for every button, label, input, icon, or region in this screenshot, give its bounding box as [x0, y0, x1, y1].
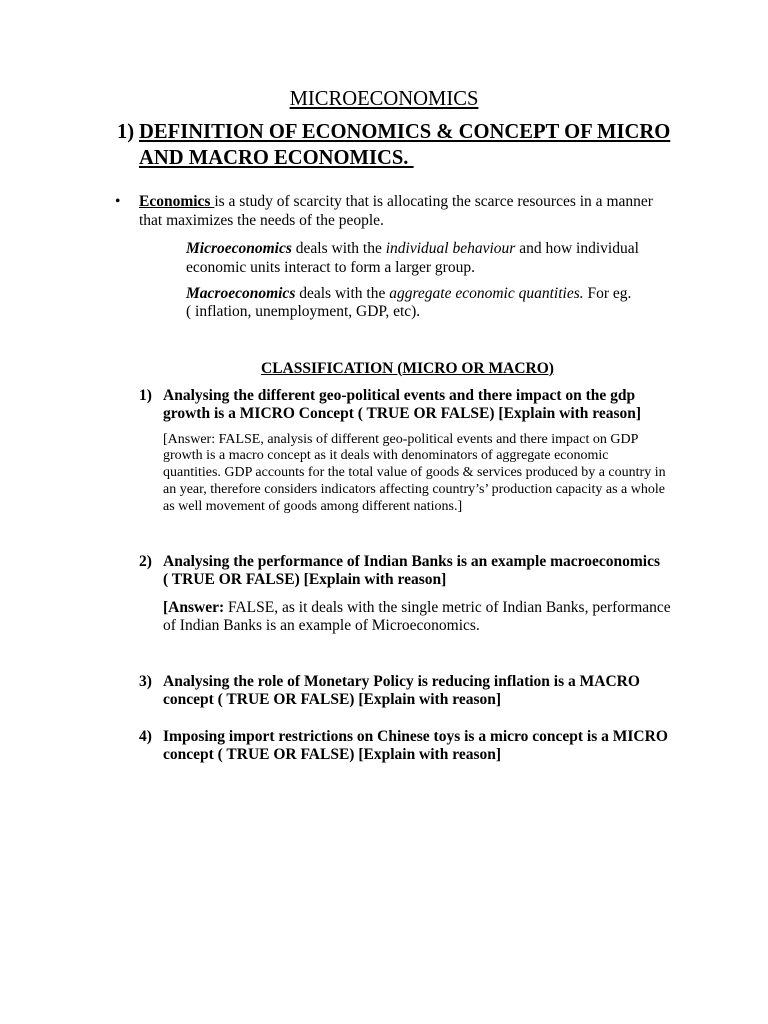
classification-heading: CLASSIFICATION (MICRO OR MACRO): [261, 359, 554, 377]
macroeconomics-term: Macroeconomics: [186, 285, 296, 302]
section-heading-line: DEFINITION OF ECONOMICS & CONCEPT OF MICRO: [139, 121, 671, 143]
question-line: growth is a MICRO Concept ( TRUE OR FALSE) [Explain with reason]: [163, 405, 642, 422]
economics-term: Economics: [139, 192, 215, 210]
answer-line: [163, 599, 671, 617]
macroeconomics-paragraph: [186, 285, 631, 321]
economics-definition-text: is a study of scarcity that is allocating the scarce resources in a manner: [214, 192, 653, 210]
answer-line: [Answer: FALSE, analysis of different geo-political events and there impact on GDP: [163, 431, 639, 447]
microeconomics-text: deals with the: [291, 239, 386, 257]
microeconomics-emphasis: individual behaviour: [385, 239, 516, 257]
question-number: 4): [139, 728, 152, 745]
microeconomics-line: [186, 239, 639, 258]
question-text: [163, 553, 660, 589]
question-text: [163, 728, 668, 764]
answer-text: [163, 599, 671, 635]
section-heading-line: AND MACRO ECONOMICS.: [139, 147, 414, 169]
macroeconomics-emphasis: aggregate economic quantities.: [389, 285, 584, 302]
answer-text: [163, 432, 666, 516]
microeconomics-text: and how individual: [515, 239, 639, 257]
answer-line: quantities. GDP accounts for the total value of goods & services produced by a country in: [163, 465, 666, 481]
microeconomics-line: economic units interact to form a larger group.: [186, 258, 475, 276]
answer-body: FALSE, as it deals with the single metric of Indian Banks, performance: [224, 599, 671, 616]
question-line: concept ( TRUE OR FALSE) [Explain with reason]: [163, 691, 502, 708]
economics-definition-line: [139, 192, 653, 211]
section-number: 1): [117, 121, 135, 143]
macroeconomics-text: deals with the: [295, 285, 390, 302]
macroeconomics-text: For eg.: [583, 285, 632, 302]
microeconomics-term: Microeconomics: [186, 239, 292, 257]
question-text: [163, 387, 641, 423]
question-number: 3): [139, 673, 152, 690]
macroeconomics-line: ( inflation, unemployment, GDP, etc).: [186, 303, 421, 320]
economics-definition: [139, 192, 653, 230]
document-title: [0, 87, 768, 111]
economics-definition-line: that maximizes the needs of the people.: [139, 211, 384, 229]
bullet-icon: •: [115, 192, 121, 210]
answer-label: [Answer:: [163, 599, 225, 616]
question-line: ( TRUE OR FALSE) [Explain with reason]: [163, 571, 447, 588]
question-line: Imposing import restrictions on Chinese toys is a micro concept is a MICRO: [163, 728, 668, 745]
answer-line: of Indian Banks is an example of Microeconomics.: [163, 617, 480, 634]
question-line: concept ( TRUE OR FALSE) [Explain with reason]: [163, 746, 502, 763]
question-number: 1): [139, 387, 152, 404]
document-title-text: MICROECONOMICS: [289, 88, 479, 110]
section-heading: [139, 119, 670, 171]
question-line: Analysing the different geo-political events and there impact on the gdp: [163, 387, 636, 404]
question-number: 2): [139, 553, 152, 570]
answer-line: as well movement of goods among different nations.]: [163, 498, 463, 514]
question-line: Analysing the performance of Indian Banks is an example macroeconomics: [163, 553, 661, 570]
microeconomics-paragraph: [186, 239, 639, 277]
answer-line: growth is a macro concept as it deals with denominators of aggregate economic: [163, 448, 609, 464]
question-text: [163, 673, 640, 709]
answer-line: an year, therefore considers indicators affecting country’s’ production capacity as a whole: [163, 481, 665, 497]
macroeconomics-line: [186, 285, 631, 303]
question-line: Analysing the role of Monetary Policy is reducing inflation is a MACRO: [163, 673, 640, 690]
